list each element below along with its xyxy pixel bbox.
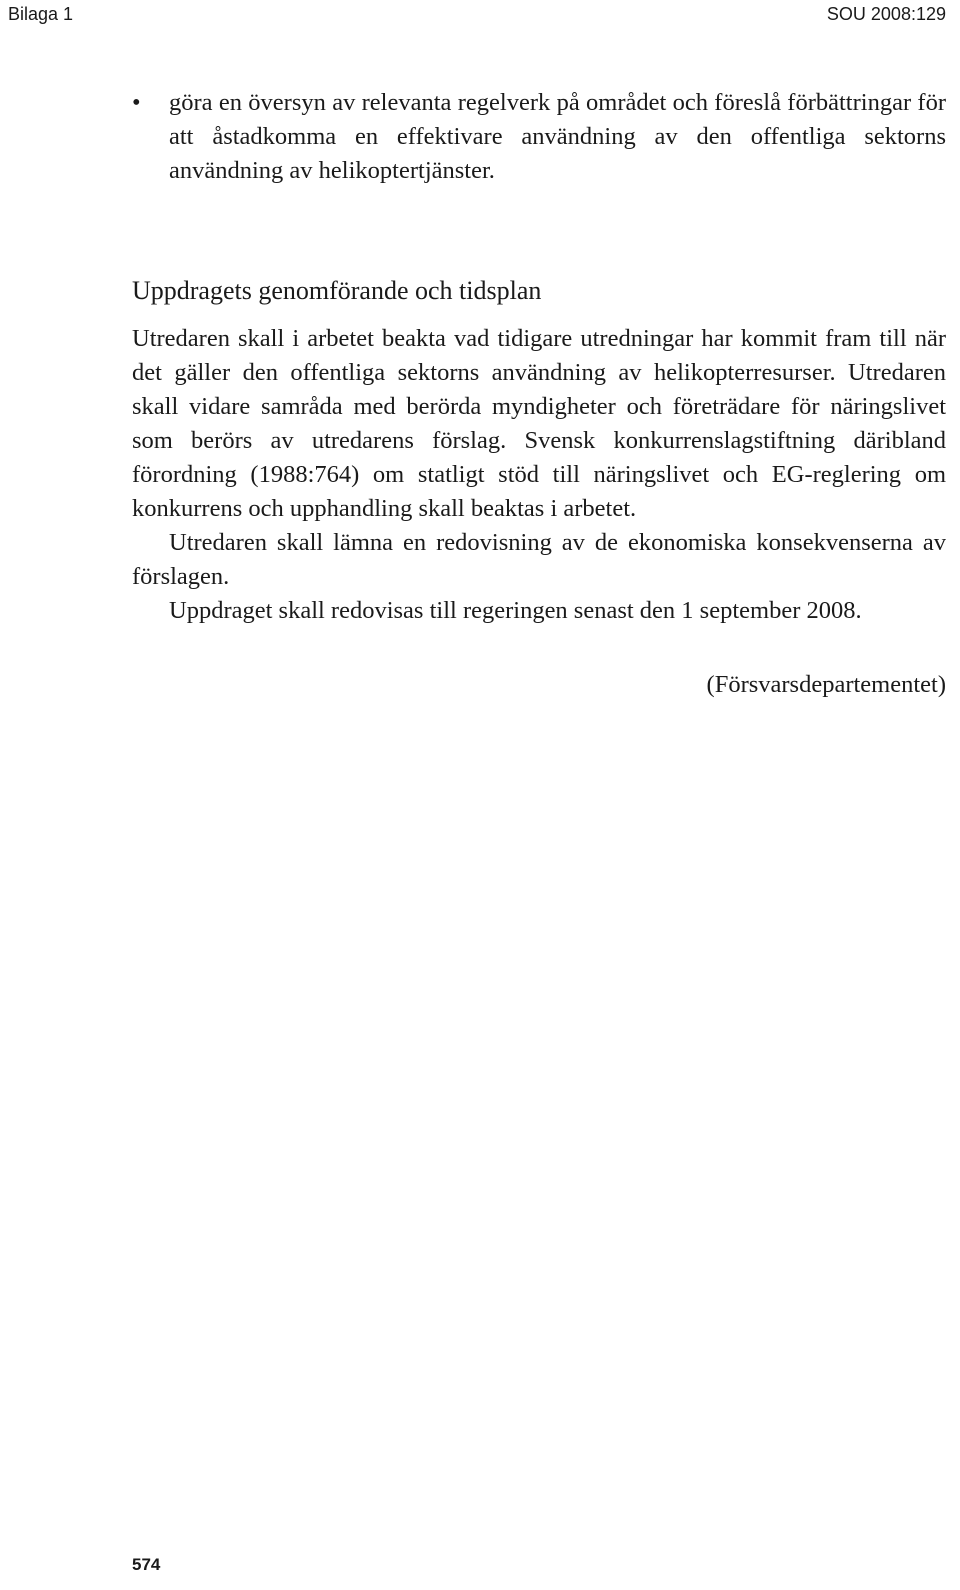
paragraph-deadline: Uppdraget skall redovisas till regeringen senast den 1 september 2008. bbox=[169, 597, 862, 624]
appendix-label: Bilaga 1 bbox=[8, 4, 74, 24]
bullet-list bbox=[132, 86, 946, 188]
bullet-icon: • bbox=[132, 89, 141, 116]
paragraph-consultation: Utredaren skall i arbetet beakta vad tidigare utredningar har kommit fram till när det gäller den offentliga sektorns användning av helikopterresurser. Utredaren skall vidare samråda med berörda myndigheter och företrädare för näringslivet som berörs av utredarens förslag. Svensk konkurrenslagstiftning däribland förordning (1988:764) om statligt stöd till näringslivet och EG-reglering om konkurrens och upphandling skall beaktas i arbetet. bbox=[132, 325, 946, 522]
report-reference: SOU 2008:129 bbox=[826, 4, 946, 24]
list-item bbox=[132, 86, 946, 188]
section-heading: Uppdragets genomförande och tidsplan bbox=[132, 276, 542, 305]
document-body bbox=[132, 86, 946, 702]
page-number: 574 bbox=[132, 1555, 161, 1574]
bullet-text: göra en översyn av relevanta regelverk på området och föreslå förbättringar för att åstadkomma en effektivare användning av den offentliga sektorns användning av helikoptertjänster. bbox=[169, 89, 946, 184]
ministry-signature: (Försvarsdepartementet) bbox=[706, 671, 946, 698]
running-header bbox=[0, 0, 960, 30]
paragraph-consequences: Utredaren skall lämna en redovisning av de ekonomiska konsekvenserna av förslagen. bbox=[132, 529, 946, 590]
